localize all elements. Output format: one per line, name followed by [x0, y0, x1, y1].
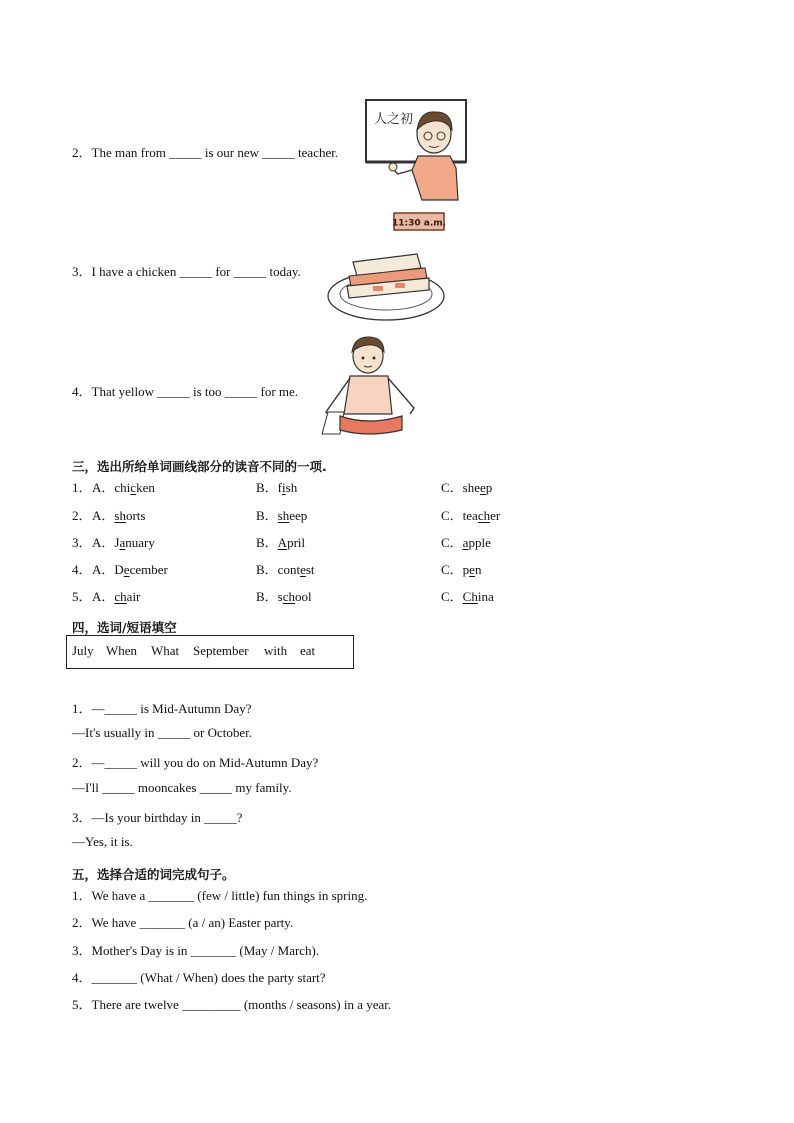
- s3-row-5-option-b: B．school: [256, 589, 312, 604]
- question-3-picture: 3．I have a chicken _____ for _____ today.: [72, 264, 301, 279]
- section-4-title: 四，选词/短语填空: [72, 620, 177, 635]
- s4-line: —Yes, it is.: [72, 834, 133, 849]
- s3-row-2-num: 2．: [72, 508, 92, 523]
- s3-row-3-num: 3．: [72, 535, 92, 550]
- s3-row-5-option-c: C．China: [441, 589, 494, 604]
- blackboard-text: 人之初: [374, 112, 414, 127]
- clock-text: 11:30 a.m.: [393, 218, 445, 229]
- s4-line: 1．—_____ is Mid-Autumn Day?: [72, 701, 252, 716]
- word-bank-item: September: [193, 643, 249, 658]
- word-bank-item: July: [72, 643, 94, 658]
- word-bank-item: with: [264, 643, 288, 658]
- s3-row-1-option-a: A．chicken: [92, 480, 155, 495]
- section-3-title: 三，选出所给单词画线部分的读音不同的一项.: [72, 459, 327, 474]
- boy-illustration: [318, 334, 422, 442]
- s4-line: 2．—_____ will you do on Mid-Autumn Day?: [72, 755, 319, 770]
- sandwich-illustration: [325, 246, 447, 324]
- s3-row-4-option-c: C．pen: [441, 562, 482, 577]
- s4-line: —It's usually in _____ or October.: [72, 725, 252, 740]
- word-bank-item: When: [106, 643, 138, 658]
- s3-row-2-option-c: C．teacher: [441, 508, 501, 523]
- s3-row-2-option-a: A．shorts: [92, 508, 146, 523]
- s3-row-1-option-c: C．sheep: [441, 480, 493, 495]
- s3-row-4-option-b: B．contest: [256, 562, 315, 577]
- section-5-title: 五，选择合适的词完成句子。: [72, 867, 235, 882]
- s5-line: 3．Mother's Day is in _______ (May / March).: [72, 943, 320, 958]
- s3-row-5-option-a: A．chair: [92, 589, 141, 604]
- s3-row-3-option-c: C．apple: [441, 535, 491, 550]
- s3-row-2-option-b: B．sheep: [256, 508, 308, 523]
- question-4-picture: 4．That yellow _____ is too _____ for me.: [72, 384, 299, 399]
- clock-badge: [393, 212, 445, 231]
- s3-row-3-option-b: B．April: [256, 535, 306, 550]
- s5-line: 1．We have a _______ (few / little) fun things in spring.: [72, 888, 368, 903]
- s4-line: 3．—Is your birthday in _____?: [72, 810, 243, 825]
- teacher-illustration: [362, 96, 470, 202]
- word-bank-box: [66, 635, 354, 669]
- s3-row-4-num: 4．: [72, 562, 92, 577]
- s3-row-1-num: 1．: [72, 480, 92, 495]
- question-2-picture: 2．The man from _____ is our new _____ teacher.: [72, 145, 339, 160]
- s5-line: 2．We have _______ (a / an) Easter party.: [72, 915, 294, 930]
- s5-line: 4．_______ (What / When) does the party start?: [72, 970, 326, 985]
- s3-row-1-option-b: B．fish: [256, 480, 298, 495]
- s3-row-4-option-a: A．December: [92, 562, 168, 577]
- s3-row-5-num: 5．: [72, 589, 92, 604]
- s3-row-3-option-a: A．January: [92, 535, 155, 550]
- word-bank-item: What: [151, 643, 180, 658]
- s5-line: 5．There are twelve _________ (months / seasons) in a year.: [72, 997, 392, 1012]
- word-bank-item: eat: [300, 643, 316, 658]
- s4-line: —I'll _____ mooncakes _____ my family.: [72, 780, 292, 795]
